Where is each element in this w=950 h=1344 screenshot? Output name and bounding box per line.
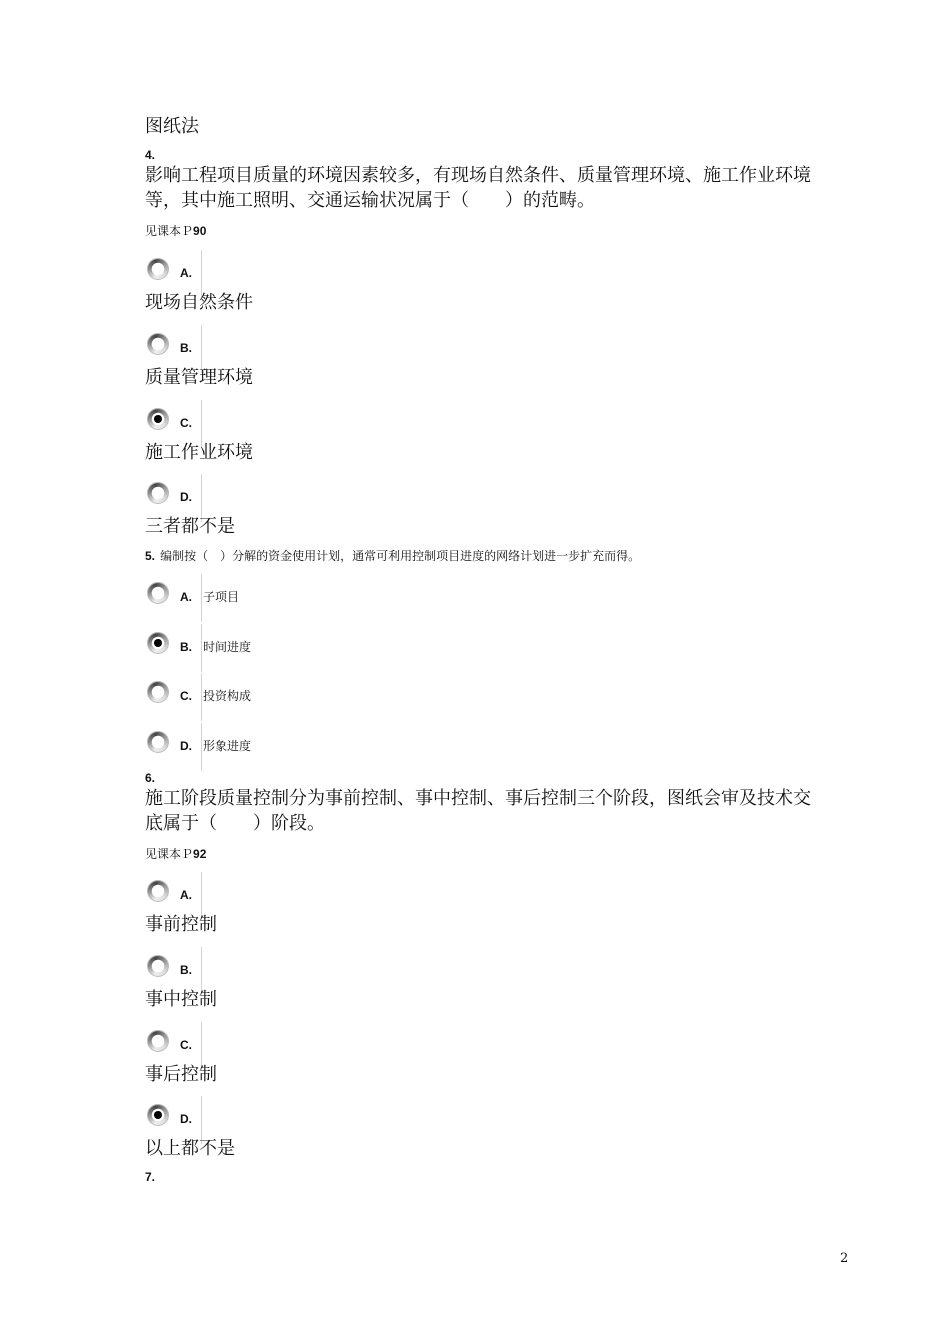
radio-unchecked-icon[interactable] [147,731,169,753]
q6-reference-page: 92 [193,847,207,861]
q4-option-c-text: 施工作业环境 [145,442,253,463]
option-divider [201,723,202,771]
q6-reference-prefix: 见课本Ｐ [145,847,194,861]
radio-unchecked-icon[interactable] [147,1030,169,1052]
q6-text-line1: 施工阶段质量控制分为事前控制、事中控制、事后控制三个阶段，图纸会审及技术交 [145,788,811,809]
q5-option-c-text: 投资构成 [203,689,252,703]
previous-answer-text: 图纸法 [145,116,199,137]
q5-option-b[interactable] [145,624,265,672]
radio-unchecked-icon[interactable] [147,880,169,902]
q4-option-a-text: 现场自然条件 [145,292,253,313]
q4-option-b-text: 质量管理环境 [145,367,253,388]
q4-reference [145,222,206,239]
q5-option-d-text: 形象进度 [203,739,252,753]
q6-option-a-letter: A. [180,888,192,902]
q5-text: 编制按（ ）分解的资金使用计划，通常可利用控制项目进度的网络计划进一步扩充而得。 [160,549,641,563]
q4-reference-page: 90 [193,224,207,238]
q6-reference [145,845,206,862]
q5-option-a[interactable] [145,574,265,622]
q5-option-a-text: 子项目 [203,590,240,604]
q5-option-d-letter: D. [180,739,192,753]
q7-number: 7. [145,1170,156,1184]
radio-unchecked-icon[interactable] [147,482,169,504]
radio-unchecked-icon[interactable] [147,955,169,977]
q5-number: 5. [145,549,156,563]
q6-option-b-letter: B. [180,963,192,977]
q6-option-d-text: 以上都不是 [145,1138,235,1159]
page-number: 2 [840,1251,849,1266]
radio-unchecked-icon[interactable] [147,333,169,355]
q6-text-line2: 底属于（ ）阶段。 [145,813,325,834]
q6-number: 6. [145,771,156,785]
q5-option-b-letter: B. [180,640,192,654]
q4-option-b-letter: B. [180,341,192,355]
option-divider [201,624,202,672]
radio-checked-icon[interactable] [147,408,169,430]
option-divider [201,574,202,622]
q4-option-a-letter: A. [180,266,192,280]
radio-checked-icon[interactable] [147,632,169,654]
option-divider [201,673,202,721]
q5-option-b-text: 时间进度 [203,640,252,654]
radio-unchecked-icon[interactable] [147,582,169,604]
q4-text-line1: 影响工程项目质量的环境因素较多，有现场自然条件、质量管理环境、施工作业环境 [145,165,811,186]
q4-option-c-letter: C. [180,416,192,430]
radio-unchecked-icon[interactable] [147,681,169,703]
q6-option-c-letter: C. [180,1038,192,1052]
q5-option-d[interactable] [145,723,265,771]
q5-question [145,545,640,564]
q4-option-d-letter: D. [180,490,192,504]
q5-option-c-letter: C. [180,689,192,703]
q6-option-b-text: 事中控制 [145,989,217,1010]
q6-option-c-text: 事后控制 [145,1064,217,1085]
q6-option-a-text: 事前控制 [145,914,217,935]
q4-number: 4. [145,148,156,162]
q5-option-a-letter: A. [180,590,192,604]
q5-option-c[interactable] [145,673,265,721]
q4-reference-prefix: 见课本Ｐ [145,224,194,238]
q4-option-d-text: 三者都不是 [145,516,235,537]
radio-unchecked-icon[interactable] [147,258,169,280]
q6-option-d-letter: D. [180,1112,192,1126]
q4-text-line2: 等，其中施工照明、交通运输状况属于（ ）的范畴。 [145,190,595,211]
radio-checked-icon[interactable] [147,1104,169,1126]
